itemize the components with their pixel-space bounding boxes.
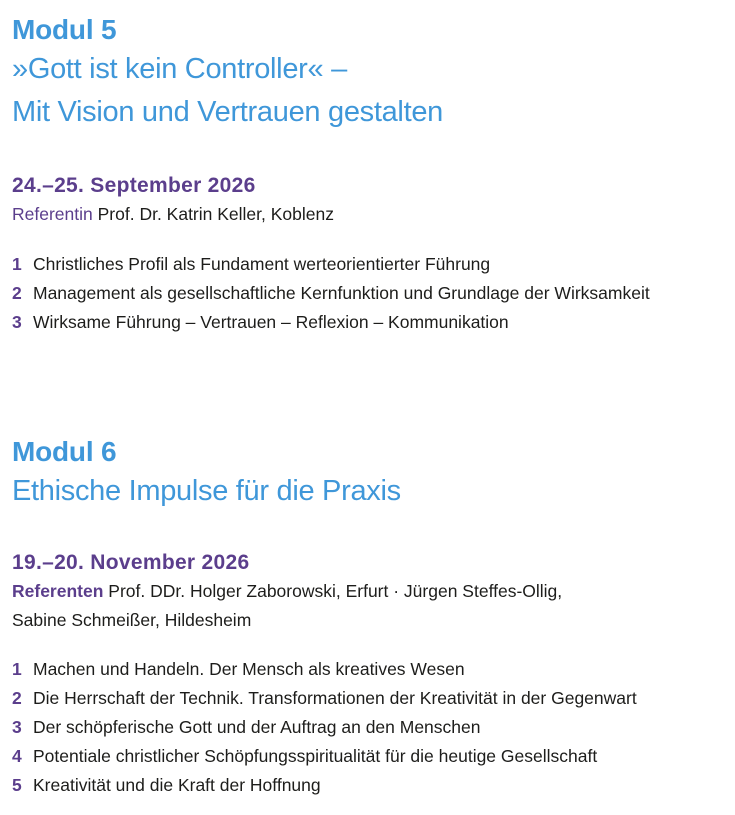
topic-number: 2 (12, 688, 22, 708)
topic-text: Wirksame Führung – Vertrauen – Reflexion – Kommunikation (33, 312, 509, 332)
topic-text: Kreativität und die Kraft der Hoffnung (33, 775, 321, 795)
topic-text: Potentiale christlicher Schöpfungsspiritualität für die heutige Gesellschaft (33, 746, 598, 766)
module-title-line: »Gott ist kein Controller« – (12, 53, 347, 85)
topic-text: Der schöpferische Gott und der Auftrag an den Menschen (33, 717, 481, 737)
module-label: Modul 6 (12, 436, 117, 467)
speaker-role: Referenten (12, 581, 104, 601)
topic-text: Christliches Profil als Fundament werteorientierter Führung (33, 254, 491, 274)
topic-item (12, 771, 731, 800)
topic-text: Machen und Handeln. Der Mensch als kreatives Wesen (33, 659, 465, 679)
topic-list (12, 655, 731, 800)
module-title-line: Ethische Impulse für die Praxis (12, 475, 401, 507)
topic-item (12, 684, 731, 713)
topic-number: 5 (12, 775, 22, 795)
topic-number: 3 (12, 312, 22, 332)
speaker-role: Referentin (12, 204, 93, 224)
topic-list (12, 250, 731, 337)
topic-number: 1 (12, 254, 22, 274)
topic-number: 4 (12, 746, 22, 766)
speaker-line-continued: Sabine Schmeißer, Hildesheim (12, 610, 252, 630)
module-5-section (12, 12, 731, 337)
topic-item (12, 250, 731, 279)
topic-text: Die Herrschaft der Technik. Transformationen der Kreativität in der Gegenwart (33, 688, 637, 708)
module-label: Modul 5 (12, 14, 117, 45)
topic-item (12, 655, 731, 684)
topic-text: Management als gesellschaftliche Kernfunktion und Grundlage der Wirksamkeit (33, 283, 650, 303)
module-date: 19.–20. November 2026 (12, 551, 250, 574)
topic-number: 1 (12, 659, 22, 679)
speaker-line (12, 200, 731, 229)
module-6-section (12, 434, 731, 800)
topic-number: 2 (12, 283, 22, 303)
speaker-names: Prof. DDr. Holger Zaborowski, Erfurt · Jürgen Steffes-Ollig, (108, 581, 563, 601)
module-title-line: Mit Vision und Vertrauen gestalten (12, 96, 443, 128)
speaker-names: Prof. Dr. Katrin Keller, Koblenz (97, 204, 334, 224)
topic-item (12, 279, 731, 308)
topic-item (12, 308, 731, 337)
topic-item (12, 713, 731, 742)
speaker-line (12, 577, 731, 606)
topic-item (12, 742, 731, 771)
module-date: 24.–25. September 2026 (12, 174, 256, 197)
topic-number: 3 (12, 717, 22, 737)
